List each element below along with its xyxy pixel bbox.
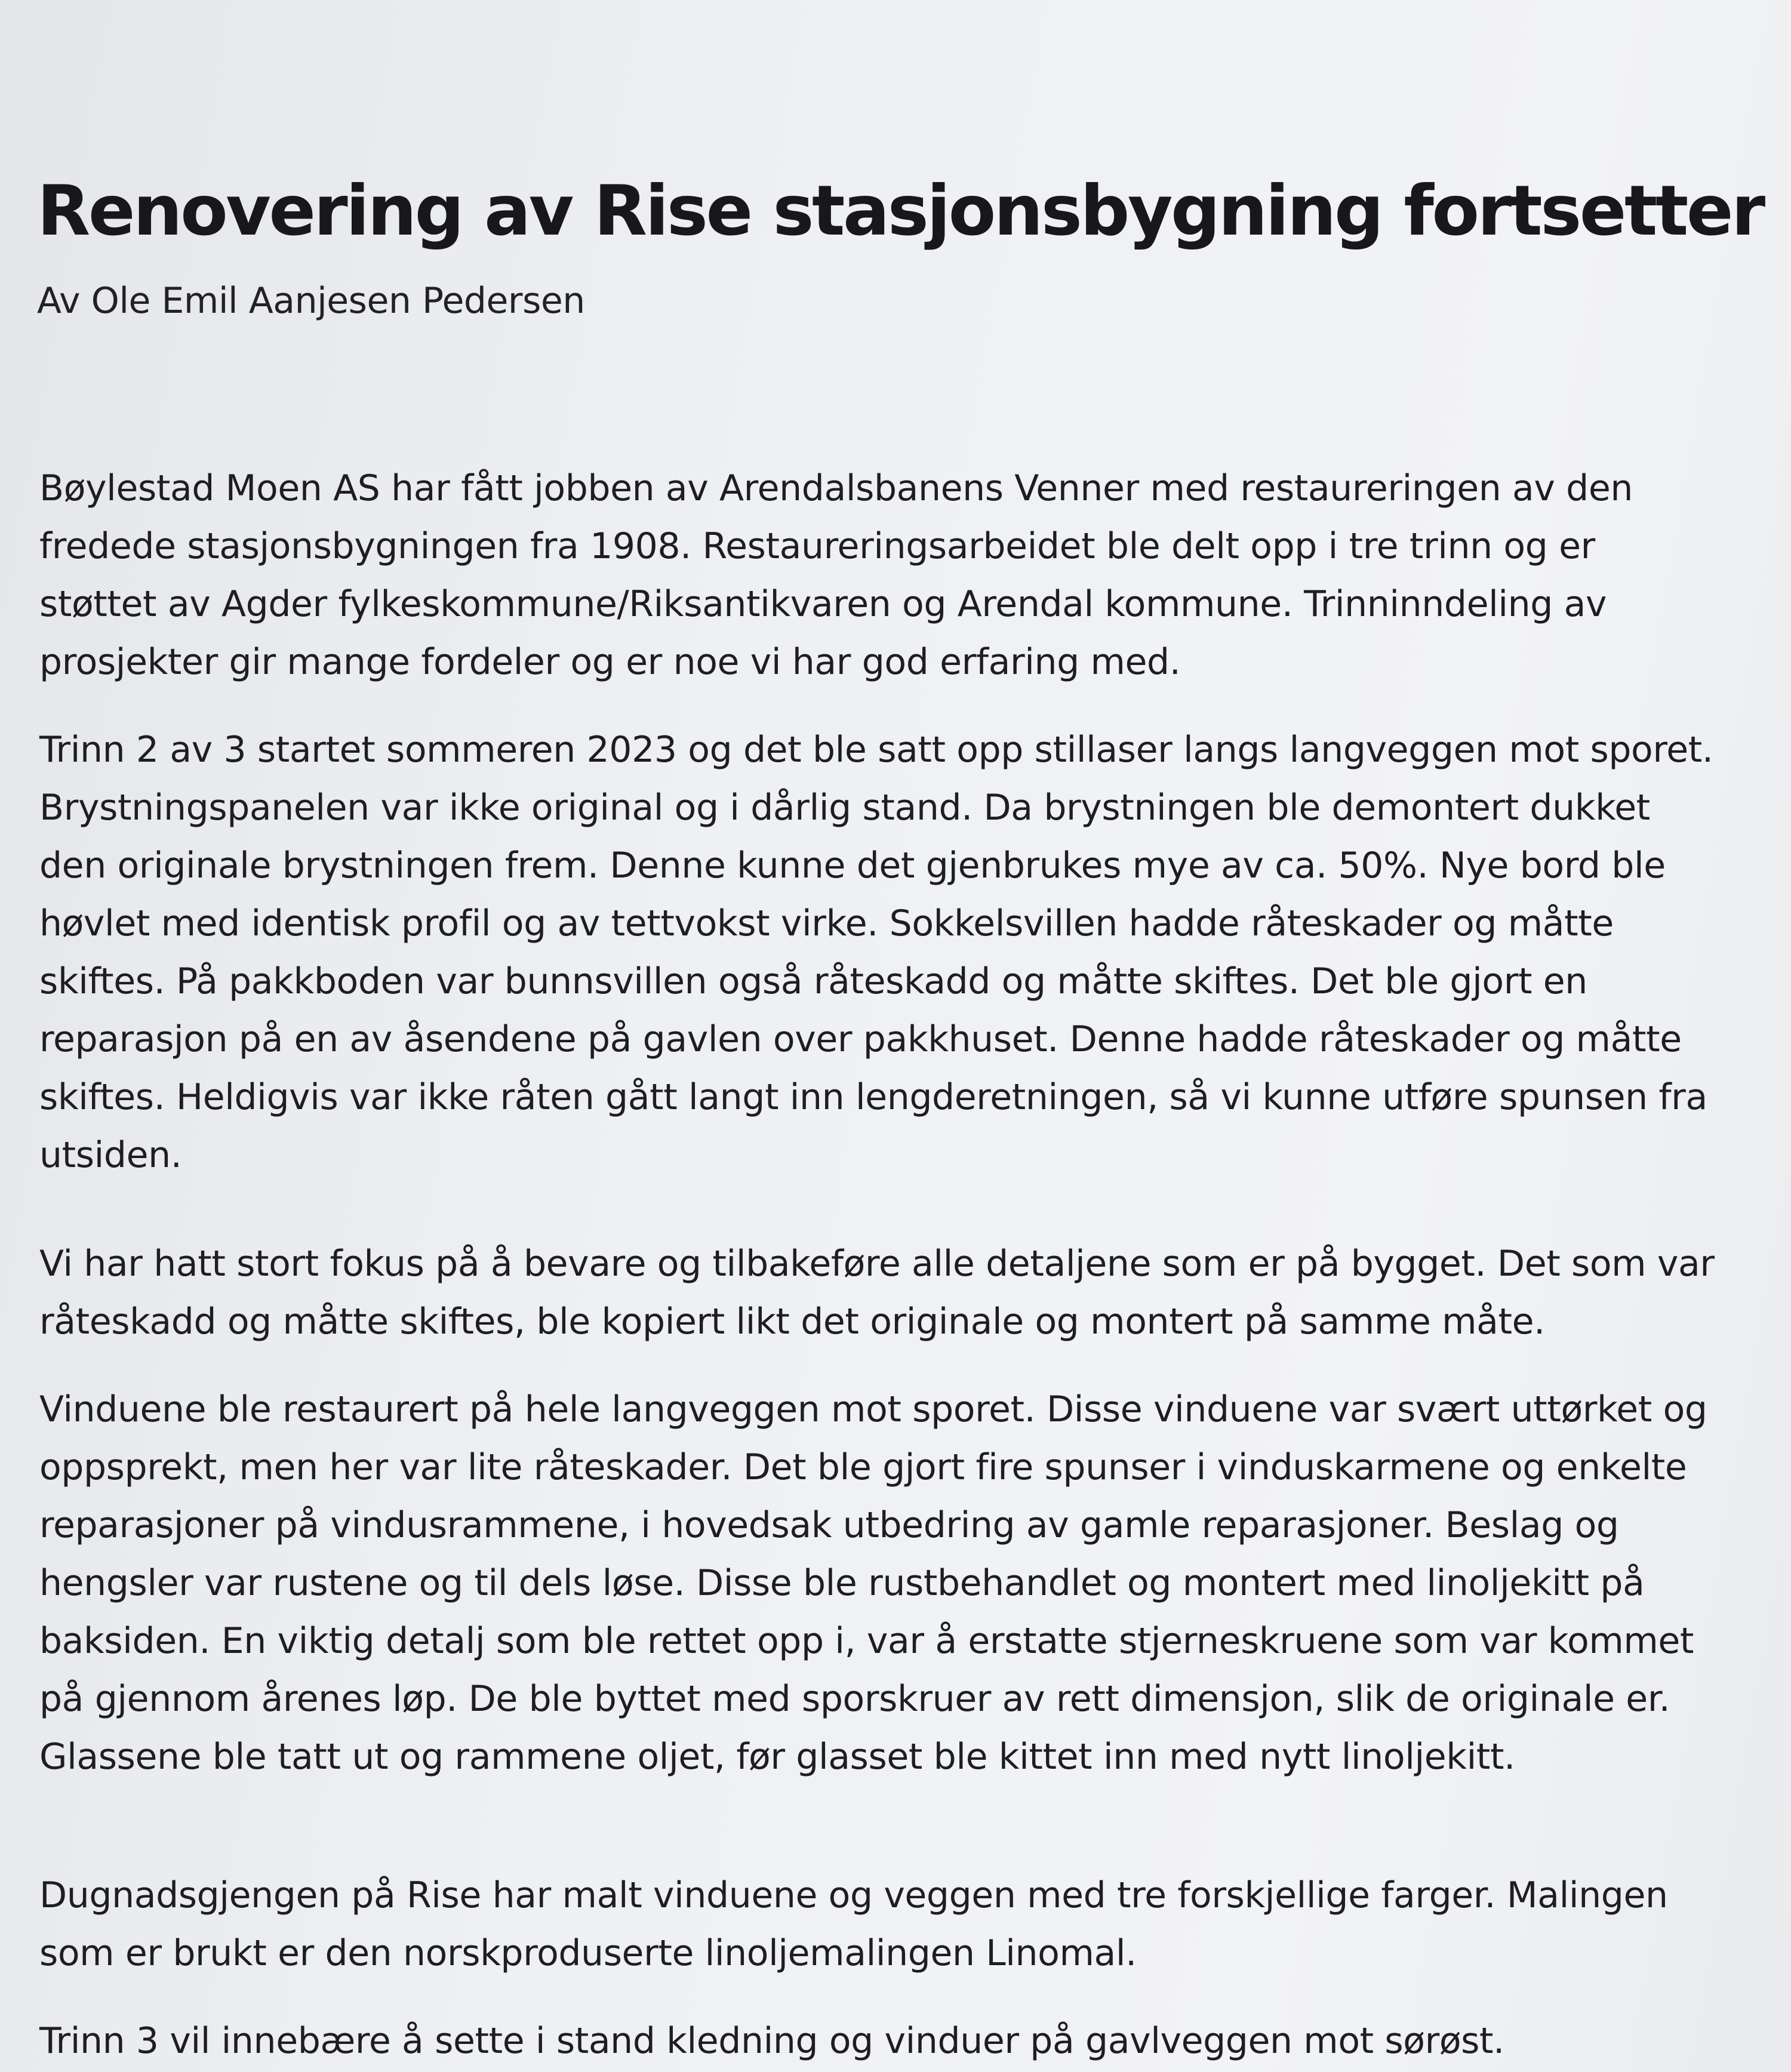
paragraph-line: som er brukt er den norskproduserte linoljemalingen Linomal. bbox=[39, 1932, 1137, 1974]
paragraph-spacer bbox=[39, 1786, 1735, 1867]
paragraph-spacer bbox=[39, 1184, 1735, 1235]
paragraph-line: Trinn 3 vil innebære å sette i stand kledning og vinduer på gavlveggen mot sørøst. bbox=[39, 2020, 1504, 2062]
paragraph-line: fredede stasjonsbygningen fra 1908. Restaureringsarbeidet ble delt opp i tre trinn og er bbox=[39, 525, 1595, 567]
paragraph-line: reparasjon på en av åsendene på gavlen over pakkhuset. Denne hadde råteskader og måtte bbox=[39, 1018, 1682, 1060]
paragraph-4 bbox=[39, 1381, 1735, 1786]
paragraph-line: Glassene ble tatt ut og rammene oljet, før glasset ble kittet inn med nytt linoljekitt. bbox=[39, 1736, 1515, 1778]
paragraph-line: reparasjoner på vindusrammene, i hovedsak utbedring av gamle reparasjoner. Beslag og bbox=[39, 1504, 1619, 1546]
paragraph-2 bbox=[39, 721, 1735, 1184]
paragraph-line: råteskadd og måtte skiftes, ble kopiert likt det originale og montert på samme måte. bbox=[39, 1301, 1545, 1343]
paragraph-line: på gjennom årenes løp. De ble byttet med sporskruer av rett dimensjon, slik de originale er. bbox=[39, 1678, 1670, 1720]
paragraph-line: prosjekter gir mange fordeler og er noe vi har god erfaring med. bbox=[39, 641, 1181, 683]
paragraph-line: skiftes. Heldigvis var ikke råten gått langt inn lengderetningen, så vi kunne utføre spunsen fra bbox=[39, 1076, 1707, 1118]
paragraph-3 bbox=[39, 1235, 1735, 1351]
paragraph-line: baksiden. En viktig detalj som ble rettet opp i, var å erstatte stjerneskruene som var kommet bbox=[39, 1620, 1694, 1662]
paragraph-1 bbox=[39, 460, 1735, 691]
paragraph-line: oppsprekt, men her var lite råteskader. Det ble gjort fire spunser i vinduskarmene og enkelte bbox=[39, 1446, 1687, 1488]
paragraph-line: Bøylestad Moen AS har fått jobben av Arendalsbanens Venner med restaureringen av den bbox=[39, 467, 1633, 509]
paragraph-line: skiftes. På pakkboden var bunnsvillen også råteskadd og måtte skiftes. Det ble gjort en bbox=[39, 960, 1587, 1002]
article-byline: Av Ole Emil Aanjesen Pedersen bbox=[37, 280, 585, 322]
paragraph-line: Trinn 2 av 3 startet sommeren 2023 og det ble satt opp stillaser langs langveggen mot sporet. bbox=[39, 729, 1713, 771]
paragraph-line: høvlet med identisk profil og av tettvokst virke. Sokkelsvillen hadde råteskader og måtte bbox=[39, 903, 1614, 944]
article-body bbox=[39, 460, 1735, 2070]
paragraph-line: støttet av Agder fylkeskommune/Riksantikvaren og Arendal kommune. Trinninndeling av bbox=[39, 583, 1607, 625]
paragraph-line: Dugnadsgjengen på Rise har malt vinduene og veggen med tre forskjellige farger. Malingen bbox=[39, 1874, 1668, 1916]
paragraph-spacer bbox=[39, 1351, 1735, 1381]
paragraph-line: Vinduene ble restaurert på hele langveggen mot sporet. Disse vinduene var svært uttørket og bbox=[39, 1388, 1707, 1430]
paragraph-spacer bbox=[39, 691, 1735, 721]
paragraph-line: den originale brystningen frem. Denne kunne det gjenbrukes mye av ca. 50%. Nye bord ble bbox=[39, 845, 1666, 886]
article-title: Renovering av Rise stasjonsbygning fortsetter bbox=[37, 171, 1764, 251]
paragraph-spacer bbox=[39, 1982, 1735, 2012]
paragraph-6 bbox=[39, 2012, 1735, 2070]
paragraph-line: Brystningspanelen var ikke original og i dårlig stand. Da brystningen ble demontert dukket bbox=[39, 787, 1650, 829]
paragraph-line: hengsler var rustene og til dels løse. Disse ble rustbehandlet og montert med linoljekitt på bbox=[39, 1562, 1645, 1604]
paragraph-line: Vi har hatt stort fokus på å bevare og tilbakeføre alle detaljene som er på bygget. Det som var bbox=[39, 1243, 1715, 1285]
paragraph-line: utsiden. bbox=[39, 1134, 182, 1176]
paragraph-5 bbox=[39, 1867, 1735, 1982]
